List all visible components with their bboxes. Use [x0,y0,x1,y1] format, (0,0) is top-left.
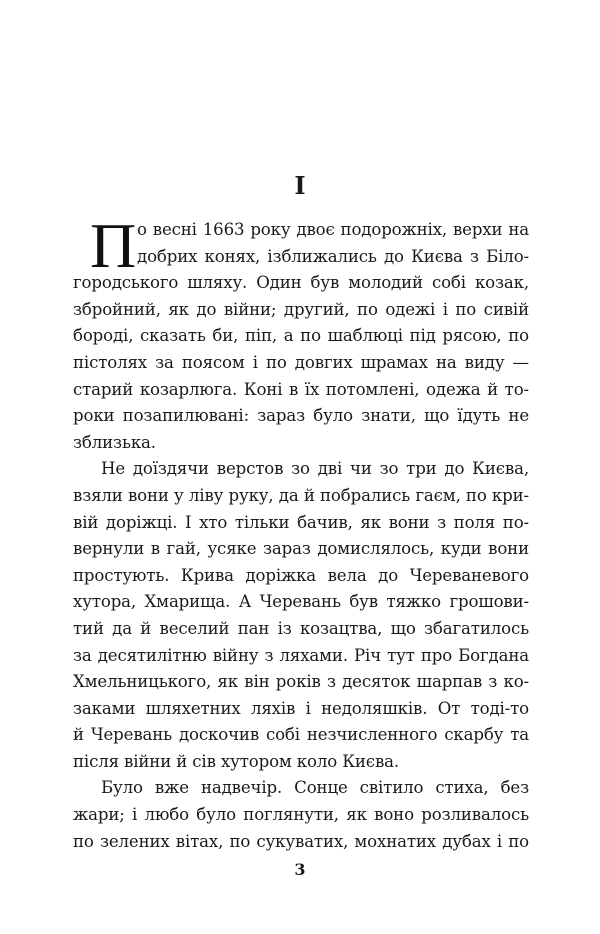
drop-cap: П [90,210,137,281]
text-line: простують. Крива доріжка вела до Череваневого [73,565,529,585]
text-line: вій доріжці. І хто тільки бачив, як вони з поля по- [73,512,529,532]
text-line: взяли вони у ліву руку, да й побрались гаєм, по кри- [73,485,529,505]
text-line: заками шляхетних ляхів і недоляшків. От тоді-то [73,698,529,718]
text-line: Було вже надвечір. Сонце світило стиха, без [101,778,529,798]
page-number: 3 [294,860,306,879]
text-line: Не доїздячи верстов зо дві чи зо три до Києва, [101,459,529,479]
text-line: по зелених вітах, по сукуватих, мохнатих дубах і по [73,831,529,851]
text-line: хутора, Хмарища. А Черевань був тяжко грошови- [73,592,529,612]
text-line: збройний, як до війни; другий, по одежі і по сивій [73,299,529,319]
text-line: зблизька. [73,432,156,452]
text-line: о весні 1663 року двоє подорожніх, верхи на [137,220,529,239]
text-line: жари; і любо було поглянути, як воно розливалось [73,805,529,825]
text-line: й Черевань доскочив собі незчисленного скарбу та [73,725,529,745]
text-line: Хмельницького, як він років з десяток шарпав з ко- [73,672,529,692]
text-line: вернули в гай, усяке зараз домислялось, куди вони [73,539,529,559]
text-line: городського шляху. Один був молодий собі козак, [73,273,529,293]
body-text [73,210,529,855]
text-line: старий козарлюга. Коні в їх потомлені, одежа й то- [73,379,529,399]
paragraph-1 [73,210,529,456]
paragraph-3 [73,775,529,855]
paragraph-2 [73,456,529,775]
text-line: пістолях за поясом і по довгих шрамах на виду — [73,352,529,372]
text-line: добрих конях, ізближались до Києва з Біло- [137,246,529,266]
text-line: після війни й сів хутором коло Києва. [73,751,400,771]
text-line: бороді, сказать би, піп, а по шаблюці під рясою, по [73,326,529,346]
text-line: тий да й веселий пан із козацтва, що збагатилось [73,618,529,638]
text-line: роки позапилювані: зараз було знати, що їдуть не [73,406,529,426]
chapter-heading: I [294,171,306,200]
text-line: за десятилітню війну з ляхами. Річ тут про Богдана [73,645,529,665]
